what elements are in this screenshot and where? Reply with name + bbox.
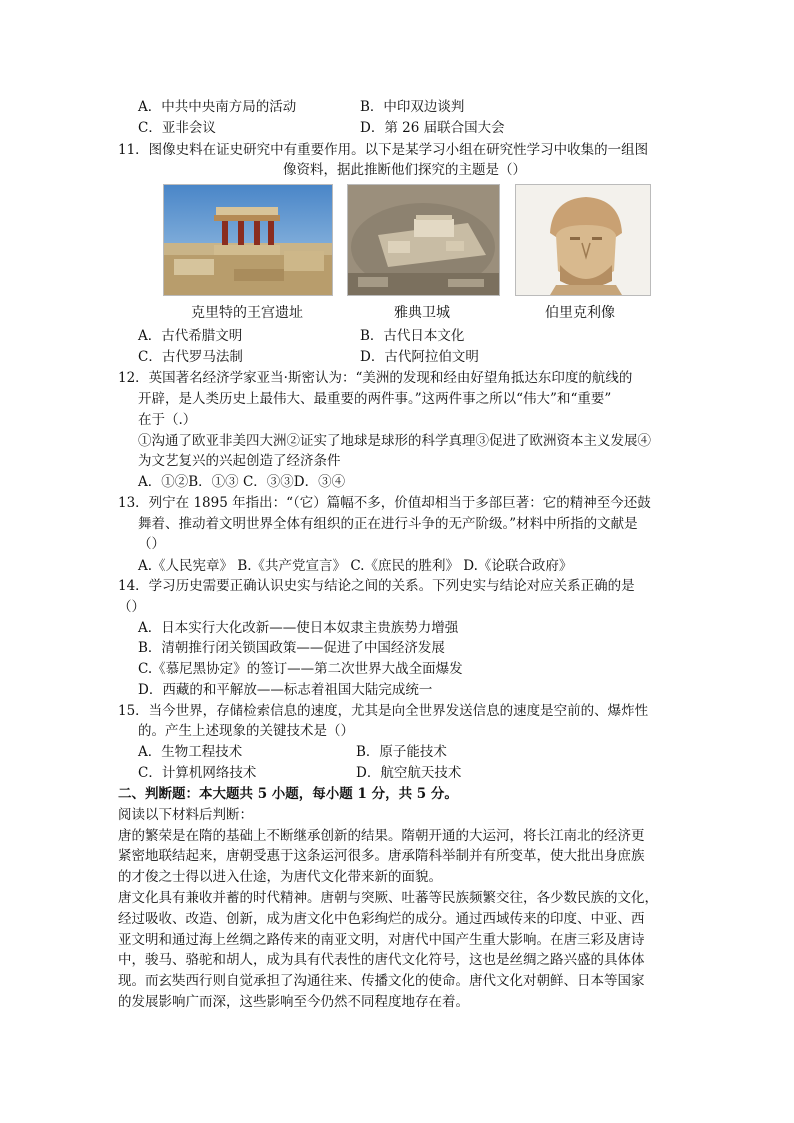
material-p2-line6: 的发展影响广而深，这些影响至今仍然不同程度地存在着。 [118,994,469,1010]
q12-options: A．①②B．①③ C．③③D．③④ [138,474,346,490]
q15-stem-line1: 15．当今世界，存储检索信息的速度，尤其是向全世界发送信息的速度是空前的、爆炸性 [118,703,649,719]
material-p1-line3: 的才俊之士得以进入仕途，为唐代文化带来新的面貌。 [118,869,442,885]
material-p1-line2: 紧密地联结起来，唐朝受惠于这条运河很多。唐承隋科举制并有所变革，使大批出身庶族 [118,848,645,864]
q10-option-a: A．中共中央南方局的活动 [138,99,297,115]
q11-stem-line2: 像资料，据此推断他们探究的主题是（） [283,162,526,178]
q15-option-c: C．计算机网络技术 [138,765,257,781]
q12-stem-line5: 为文艺复兴的兴起创造了经济条件 [138,453,341,469]
material-p2-line4: 中，骏马、骆驼和胡人，成为具有代表性的唐代文化符号，这也是丝绸之路兴盛的具体体 [118,952,645,968]
q11-stem-line1: 11．图像史料在证史研究中有重要作用。以下是某学习小组在研究性学习中收集的一组图 [118,142,649,158]
q15-stem-line2: 的。产生上述现象的关键技术是（） [138,723,354,739]
q14-stem-line1: 14．学习历史需要正确认识史实与结论之间的关系。下列史实与结论对应关系正确的是 [118,578,635,594]
q14-option-c: C.《慕尼黑协定》的签订——第二次世界大战全面爆发 [138,661,463,677]
caption-acropolis: 雅典卫城 [394,305,450,321]
q14-option-b: B．清朝推行闭关锁国政策——促进了中国经济发展 [138,640,445,656]
q10-option-b: B．中印双边谈判 [360,99,465,115]
acropolis-image [347,184,500,296]
material-p2-line5: 现。而玄奘西行则自觉承担了沟通往来、传播文化的使命。唐代文化对朝鲜、日本等国家 [118,973,645,989]
q11-option-b: B．古代日本文化 [360,328,465,344]
material-p2-line2: 经过吸收、改造、创新，成为唐文化中色彩绚烂的成分。通过西域传来的印度、中亚、西 [118,911,645,927]
q15-option-b: B．原子能技术 [356,744,447,760]
q12-stem-line2: 开辟，是人类历史上最伟大、最重要的两件事。”这两件事之所以“伟大”和“重要” [138,391,612,407]
q13-stem-line2: 舞着、推动着文明世界全体有组织的正在进行斗争的无产阶级。”材料中所指的文献是 [138,516,638,532]
q13-stem-line3: （） [138,536,165,552]
material-p1-line1: 唐的繁荣是在隋的基础上不断继承创新的结果。隋朝开通的大运河，将长江南北的经济更 [118,828,645,844]
pericles-bust-image [515,184,651,296]
q14-option-d: D．西藏的和平解放——标志着祖国大陆完成统一 [138,682,433,698]
material-p2-line1: 唐文化具有兼收并蓄的时代精神。唐朝与突厥、吐蕃等民族频繁交往，各少数民族的文化， [118,890,658,906]
q15-option-a: A．生物工程技术 [138,744,243,760]
knossos-palace-image [163,184,333,296]
q14-option-a: A．日本实行大化改新——使日本奴隶主贵族势力增强 [138,620,459,636]
q12-stem-line1: 12．英国著名经济学家亚当·斯密认为：“美洲的发现和经由好望角抵达东印度的航线的 [118,370,633,386]
q11-option-d: D．古代阿拉伯文明 [360,349,479,365]
q15-option-d: D．航空航天技术 [356,765,462,781]
caption-knossos: 克里特的王宫遗址 [191,305,303,321]
q10-option-c: C．亚非会议 [138,120,216,136]
q14-stem-line2: （） [118,599,145,615]
caption-pericles: 伯里克利像 [545,305,615,321]
q12-stem-line3: 在于（.） [138,412,197,428]
section2-intro: 阅读以下材料后判断： [118,807,253,823]
q10-option-d: D．第 26 届联合国大会 [360,120,505,136]
material-p2-line3: 亚文明和通过海上丝绸之路传来的南亚文明，对唐代中国产生重大影响。在唐三彩及唐诗 [118,932,645,948]
q11-option-a: A．古代希腊文明 [138,328,243,344]
q11-option-c: C．古代罗马法制 [138,349,243,365]
q13-stem-line1: 13．列宁在 1895 年指出：“（它）篇幅不多，价值却相当于多部巨著：它的精神至今还鼓 [118,495,651,511]
section2-title: 二、判断题：本大题共 5 小题，每小题 1 分，共 5 分。 [118,786,458,802]
q12-stem-line4: ①沟通了欧亚非美四大洲②证实了地球是球形的科学真理③促进了欧洲资本主义发展④ [138,433,651,449]
q13-options: A.《人民宪章》 B.《共产党宣言》 C.《庶民的胜利》 D.《论联合政府》 [138,558,573,574]
